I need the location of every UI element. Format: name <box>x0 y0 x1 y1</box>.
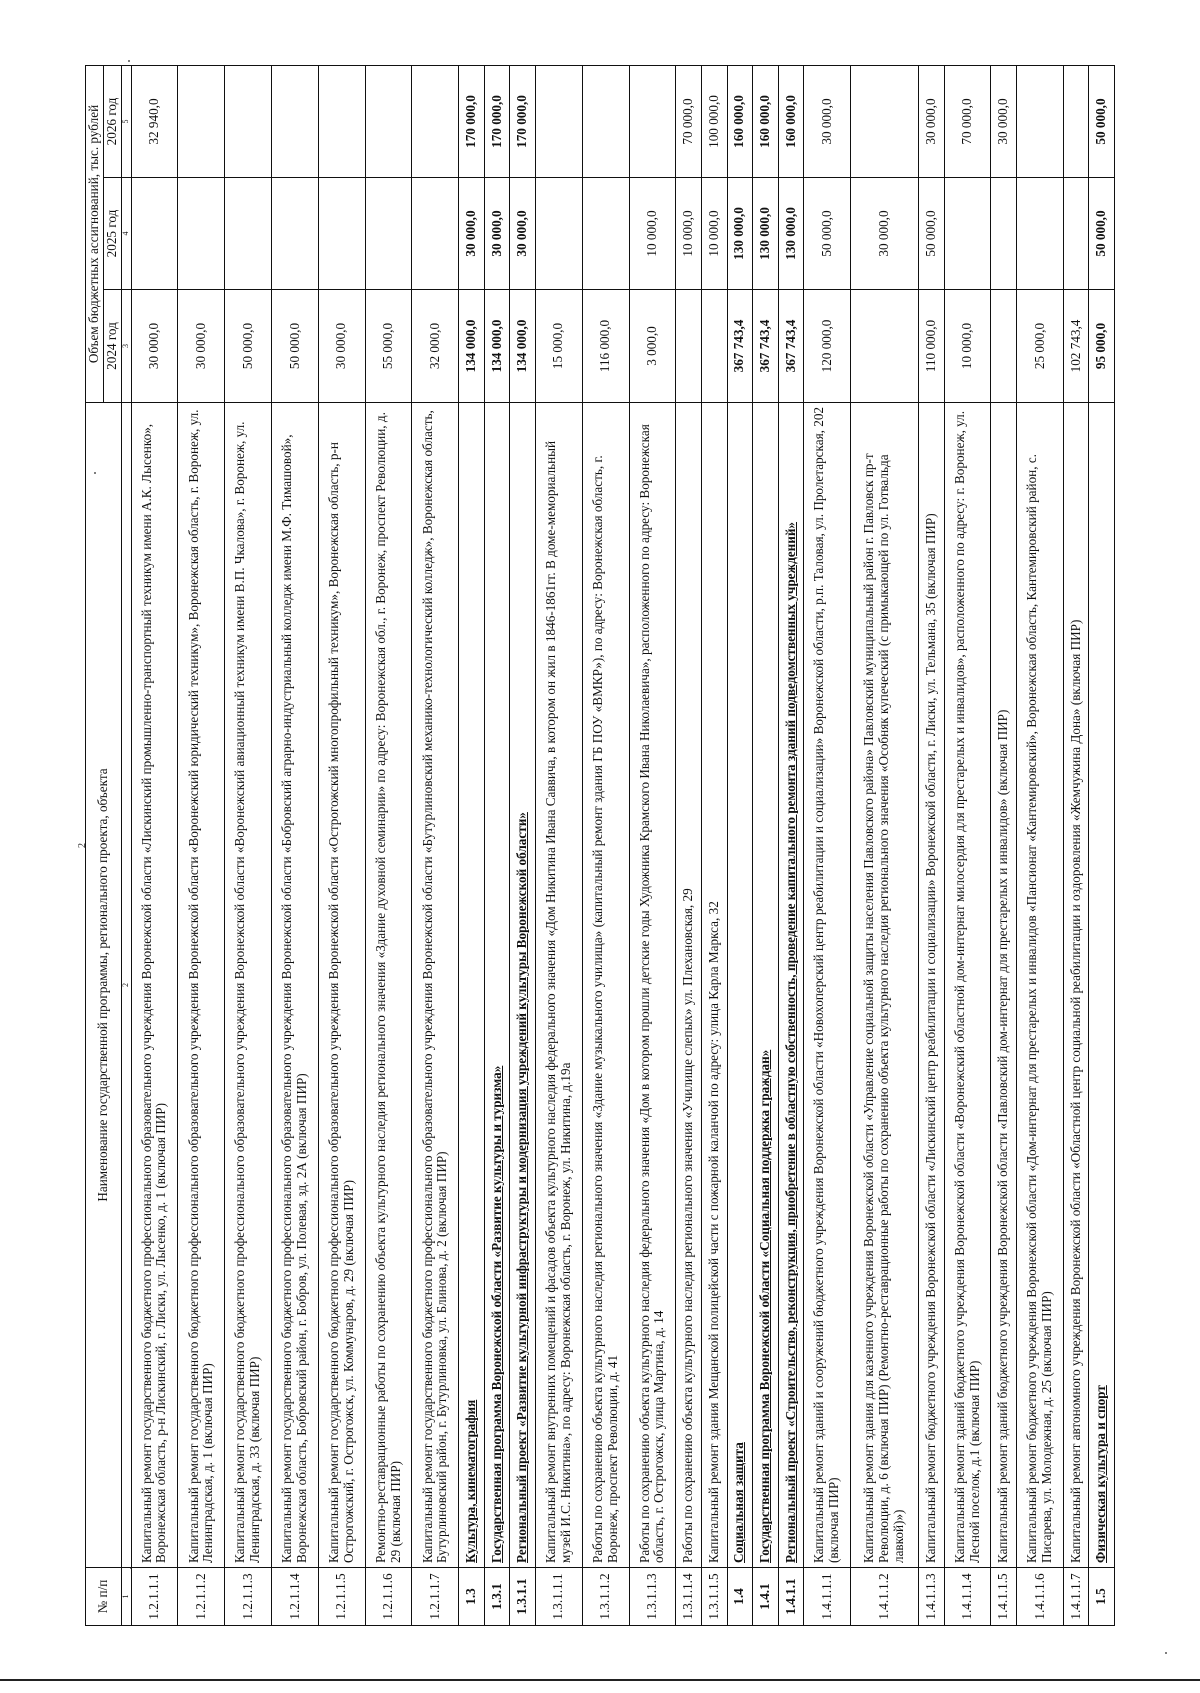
row-amount-2025 <box>272 178 319 290</box>
row-amount-2025: 30 000,0 <box>510 178 536 290</box>
row-name: Капитальный ремонт внутренних помещений и фасадов объекта культурного наследия федерального значения «Дом Никитина Ивана Саввича, в котором он жил в 1846-1861гг. В доме-мемориальный музей И.С. Никитина», по адресу: Воронежская область, г. Воронеж, ул. Никитина, д.19а <box>535 403 582 1568</box>
row-number: 1.2.1.1.3 <box>225 1568 272 1626</box>
row-number: 1.3.1.1 <box>510 1568 536 1626</box>
row-amount-2024 <box>701 290 727 403</box>
row-amount-2026 <box>1063 66 1089 178</box>
row-amount-2026 <box>225 66 272 178</box>
table-row <box>510 66 536 1626</box>
row-amount-2026: 50 000,0 <box>1089 66 1115 178</box>
row-amount-2024 <box>676 290 702 403</box>
row-amount-2026 <box>272 66 319 178</box>
row-number: 1.3.1 <box>484 1568 510 1626</box>
row-name: Капитальный ремонт бюджетного учреждения Воронежской области «Дом-интернат для престарелых и инвалидов «Пансионат «Кантемировский», Воронежская область, Кантемировский район, с. Писарева, ул. Молодежная, д. 25 (включая ПИР) <box>1017 403 1064 1568</box>
row-amount-2025: 130 000,0 <box>727 178 753 290</box>
row-name: Капитальный ремонт государственного бюджетного профессионального образовательного учреждения Воронежской области «Бутурлиновский механико-технологический колледж», Воронежская область, Бутурлиновский район, г. Бутурлиновка, ул. Блинова, д. 2 (включая ПИР) <box>412 403 459 1568</box>
row-number: 1.2.1.1.4 <box>272 1568 319 1626</box>
row-amount-2025 <box>944 178 991 290</box>
row-amount-2026 <box>318 66 365 178</box>
row-amount-2026: 160 000,0 <box>727 66 753 178</box>
row-amount-2024: 50 000,0 <box>272 290 319 403</box>
row-amount-2025: 30 000,0 <box>484 178 510 290</box>
header-year-2026: 2026 год <box>103 66 121 178</box>
row-amount-2025 <box>535 178 582 290</box>
row-name: Капитальный ремонт здания для казенного учреждения Воронежской области «Управление социальной защиты населения Павловского района» Павловский муниципальный район г. Павловск пр-т Революции, д. 6 (включая ПИР) (Ремонтно-реставрационные работы по сохранению объекта культурного наследия регионального значения «Особняк купеческий (с примыкающей по ул. Готвальда лавкой)») <box>851 403 919 1568</box>
row-amount-2025: 10 000,0 <box>676 178 702 290</box>
column-number: 5 <box>121 66 131 178</box>
row-name: Капитальный ремонт здания Мещанской полицейской части с пожарной каланчой по адресу: улица Карла Маркса, 32 <box>701 403 727 1568</box>
table-row <box>919 66 945 1626</box>
row-amount-2026 <box>412 66 459 178</box>
column-number: 1 <box>121 1568 131 1626</box>
header-amount: Объем бюджетных ассигнований, тыс. рублей <box>86 66 104 403</box>
row-amount-2025: 10 000,0 <box>629 178 676 290</box>
row-amount-2025 <box>991 178 1017 290</box>
row-amount-2025: 10 000,0 <box>701 178 727 290</box>
row-number: 1.3.1.1.1 <box>535 1568 582 1626</box>
row-amount-2024: 95 000,0 <box>1089 290 1115 403</box>
row-amount-2025: 50 000,0 <box>804 178 851 290</box>
row-number: 1.3.1.1.3 <box>629 1568 676 1626</box>
row-amount-2026: 170 000,0 <box>459 66 485 178</box>
row-name: Капитальный ремонт государственного бюджетного профессионального образовательного учреждения Воронежской области «Лискинский промышленно-транспортный техникум имени А.К. Лысенко», Воронежская область, р-н Лискинский, г. Лиски, ул. Лысенко, д. 1 (включая ПИР) <box>131 403 178 1568</box>
row-amount-2024: 102 743,4 <box>1063 290 1089 403</box>
row-name: Ремонтно-реставрационные работы по сохранению объекта культурного наследия регионального значения «Здание духовной семинарии» по адресу: Воронежская обл., г. Воронеж, проспект Революции, д. 29 (включая ПИР) <box>365 403 412 1568</box>
table-body <box>131 66 1114 1626</box>
row-name: Капитальный ремонт автономного учреждения Воронежской области «Областной центр социальной реабилитации и оздоровления «Жемчужина Дона» (включая ПИР) <box>1063 403 1089 1568</box>
row-number: 1.4.1.1.1 <box>804 1568 851 1626</box>
table-row <box>535 66 582 1626</box>
row-number: 1.3 <box>459 1568 485 1626</box>
table-row <box>131 66 178 1626</box>
row-amount-2025 <box>1063 178 1089 290</box>
row-name: Социальная защита <box>727 403 753 1568</box>
row-name: Государственная программа Воронежской области «Социальная поддержка граждан» <box>753 403 779 1568</box>
table-row <box>778 66 804 1626</box>
table-row <box>851 66 919 1626</box>
page-number: 2 <box>77 843 88 848</box>
row-number: 1.3.1.1.2 <box>582 1568 629 1626</box>
row-number: 1.4.1.1.3 <box>919 1568 945 1626</box>
row-number: 1.4.1.1.5 <box>991 1568 1017 1626</box>
row-name: Физическая культура и спорт <box>1089 403 1115 1568</box>
table-row <box>459 66 485 1626</box>
row-name: Капитальный ремонт государственного бюджетного профессионального образовательного учреждения Воронежской области «Воронежский авиационный техникум имени В.П. Чкалова», г. Воронеж, ул. Ленинградская, д. 33 (включая ПИР) <box>225 403 272 1568</box>
row-amount-2025: 30 000,0 <box>459 178 485 290</box>
row-amount-2026: 30 000,0 <box>919 66 945 178</box>
row-name: Работы по сохранению объекта культурного наследия регионального значения «Здание музыкального училища» (капитальный ремонт здания ГБ ПОУ «ВМКР»), по адресу: Воронежская область, г. Воронеж, проспект Революции, д. 41 <box>582 403 629 1568</box>
table-row <box>991 66 1017 1626</box>
table-row <box>412 66 459 1626</box>
table-row <box>365 66 412 1626</box>
row-amount-2026: 32 940,0 <box>131 66 178 178</box>
table-row <box>1017 66 1064 1626</box>
row-amount-2026: 100 000,0 <box>701 66 727 178</box>
row-amount-2024: 367 743,4 <box>778 290 804 403</box>
row-amount-2024: 367 743,4 <box>753 290 779 403</box>
row-number: 1.2.1.1.6 <box>365 1568 412 1626</box>
row-amount-2025: 50 000,0 <box>919 178 945 290</box>
row-name: Региональный проект «Развитие культурной инфраструктуры и модернизация учреждений культуры Воронежской области» <box>510 403 536 1568</box>
row-amount-2026 <box>629 66 676 178</box>
row-name: Капитальный ремонт бюджетного учреждения Воронежской области «Лискинский центр реабилитации и социализации» Воронежской области, г. Лиски, ул. Тельмана, 35 (включая ПИР) <box>919 403 945 1568</box>
scan-speck <box>128 60 130 62</box>
row-amount-2026: 70 000,0 <box>676 66 702 178</box>
table-row <box>1089 66 1115 1626</box>
row-amount-2025 <box>318 178 365 290</box>
row-amount-2026: 160 000,0 <box>778 66 804 178</box>
row-amount-2026 <box>535 66 582 178</box>
table-row <box>753 66 779 1626</box>
row-number: 1.4.1 <box>753 1568 779 1626</box>
table-row <box>484 66 510 1626</box>
table-row <box>272 66 319 1626</box>
row-amount-2024: 30 000,0 <box>318 290 365 403</box>
scan-speck <box>1165 1652 1167 1654</box>
row-amount-2024: 30 000,0 <box>178 290 225 403</box>
row-amount-2024: 55 000,0 <box>365 290 412 403</box>
row-amount-2026: 70 000,0 <box>944 66 991 178</box>
row-amount-2026 <box>851 66 919 178</box>
row-amount-2024: 134 000,0 <box>484 290 510 403</box>
row-amount-2025: 130 000,0 <box>778 178 804 290</box>
row-amount-2026: 160 000,0 <box>753 66 779 178</box>
row-name: Капитальный ремонт государственного бюджетного профессионального образовательного учреждения Воронежской области «Бобровский аграрно-индустриальный колледж имени М.Ф. Тимашовой», Воронежская область, Бобровский район, г. Бобров, ул. Полевая, зд. 2А (включая ПИР) <box>272 403 319 1568</box>
row-amount-2026: 30 000,0 <box>804 66 851 178</box>
row-number: 1.4.1.1.6 <box>1017 1568 1064 1626</box>
table-row <box>944 66 991 1626</box>
row-amount-2026 <box>582 66 629 178</box>
table-row <box>727 66 753 1626</box>
row-number: 1.3.1.1.4 <box>676 1568 702 1626</box>
header-name: Наименование государственной программы, регионального проекта, объекта <box>86 403 122 1568</box>
row-amount-2024: 32 000,0 <box>412 290 459 403</box>
row-amount-2024 <box>991 290 1017 403</box>
row-name: Культура, кинематография <box>459 403 485 1568</box>
row-amount-2024: 10 000,0 <box>944 290 991 403</box>
row-amount-2024: 110 000,0 <box>919 290 945 403</box>
row-amount-2025 <box>582 178 629 290</box>
row-number: 1.3.1.1.5 <box>701 1568 727 1626</box>
row-number: 1.4.1.1.4 <box>944 1568 991 1626</box>
row-amount-2024: 50 000,0 <box>225 290 272 403</box>
row-amount-2025 <box>365 178 412 290</box>
row-amount-2026 <box>178 66 225 178</box>
column-number: 3 <box>121 290 131 403</box>
row-number: 1.4.1.1.2 <box>851 1568 919 1626</box>
table-row <box>582 66 629 1626</box>
row-amount-2026: 30 000,0 <box>991 66 1017 178</box>
row-amount-2024: 30 000,0 <box>131 290 178 403</box>
row-number: 1.4.1.1.7 <box>1063 1568 1089 1626</box>
row-amount-2024: 25 000,0 <box>1017 290 1064 403</box>
rotated-table-wrapper <box>85 66 1115 1626</box>
table-row <box>701 66 727 1626</box>
table-row <box>1063 66 1089 1626</box>
row-amount-2025: 50 000,0 <box>1089 178 1115 290</box>
table-row <box>225 66 272 1626</box>
row-amount-2026: 170 000,0 <box>510 66 536 178</box>
row-number: 1.5 <box>1089 1568 1115 1626</box>
header-year-2025: 2025 год <box>103 178 121 290</box>
row-number: 1.2.1.1.7 <box>412 1568 459 1626</box>
row-name: Капитальный ремонт государственного бюджетного профессионального образовательного учреждения Воронежской области «Воронежский юридический техникум», Воронежская область, г. Воронеж, ул. Ленинградская, д. 1 (включая ПИР) <box>178 403 225 1568</box>
row-amount-2024: 134 000,0 <box>510 290 536 403</box>
budget-allocations-table <box>85 65 1115 1626</box>
row-name: Капитальный ремонт зданий бюджетного учреждения Воронежской области «Воронежский областной дом-интернат милосердия для престарелых и инвалидов», расположенного по адресу: г. Воронеж, ул. Лесной поселок, д.1 (включая ПИР) <box>944 403 991 1568</box>
row-name: Государственная программа Воронежской области «Развитие культуры и туризма» <box>484 403 510 1568</box>
row-amount-2025 <box>225 178 272 290</box>
row-number: 1.4.1.1 <box>778 1568 804 1626</box>
row-amount-2025 <box>412 178 459 290</box>
row-number: 1.2.1.1.2 <box>178 1568 225 1626</box>
row-number: 1.2.1.1.1 <box>131 1568 178 1626</box>
row-amount-2025: 30 000,0 <box>851 178 919 290</box>
row-amount-2025 <box>178 178 225 290</box>
row-amount-2026: 170 000,0 <box>484 66 510 178</box>
row-amount-2024: 116 000,0 <box>582 290 629 403</box>
row-amount-2024: 3 000,0 <box>629 290 676 403</box>
row-name: Работы по сохранению объекта культурного наследия федерального значения «Дом в котором прошли детские годы Художника Крамского Ивана Николаевича», расположенного по адресу: Воронежская область, г. Острогожск, улица Мартина, д. 14 <box>629 403 676 1568</box>
table-row <box>629 66 676 1626</box>
table-row <box>676 66 702 1626</box>
row-name: Работы по сохранению объекта культурного наследия регионального значения «Училище слепых» ул. Плехановская, 29 <box>676 403 702 1568</box>
row-amount-2024: 120 000,0 <box>804 290 851 403</box>
row-number: 1.2.1.1.5 <box>318 1568 365 1626</box>
row-amount-2024: 367 743,4 <box>727 290 753 403</box>
row-amount-2026 <box>365 66 412 178</box>
row-amount-2024: 134 000,0 <box>459 290 485 403</box>
column-number: 2 <box>121 403 131 1568</box>
row-amount-2024 <box>851 290 919 403</box>
table-row <box>178 66 225 1626</box>
bottom-rule <box>0 1679 1200 1681</box>
row-amount-2025: 130 000,0 <box>753 178 779 290</box>
header-year-2024: 2024 год <box>103 290 121 403</box>
row-amount-2025 <box>131 178 178 290</box>
row-name: Капитальный ремонт государственного бюджетного профессионального образовательного учреждения Воронежской области «Острогожский многопрофильный техникум», Воронежская область, р-н Острогожский, г. Острогожск, ул. Коммунаров, д. 29 (включая ПИР) <box>318 403 365 1568</box>
row-number: 1.4 <box>727 1568 753 1626</box>
row-name: Капитальный ремонт зданий и сооружений бюджетного учреждения Воронежской области «Новохоперский центр реабилитации и социализации» Воронежской области, р.п. Таловая, ул. Пролетарская, 202 (включая ПИР) <box>804 403 851 1568</box>
row-amount-2024: 15 000,0 <box>535 290 582 403</box>
row-amount-2026 <box>1017 66 1064 178</box>
column-number: 4 <box>121 178 131 290</box>
header-num: № п/п <box>86 1568 122 1626</box>
row-amount-2025 <box>1017 178 1064 290</box>
table-row <box>318 66 365 1626</box>
table-row <box>804 66 851 1626</box>
row-name: Региональный проект «Строительство, реконструкция, приобретение в областную собственность, проведение капитального ремонта зданий подведомственных учреждений» <box>778 403 804 1568</box>
row-name: Капитальный ремонт зданий бюджетного учреждения Воронежской области «Павловский дом-интернат для престарелых и инвалидов» (включая ПИР) <box>991 403 1017 1568</box>
